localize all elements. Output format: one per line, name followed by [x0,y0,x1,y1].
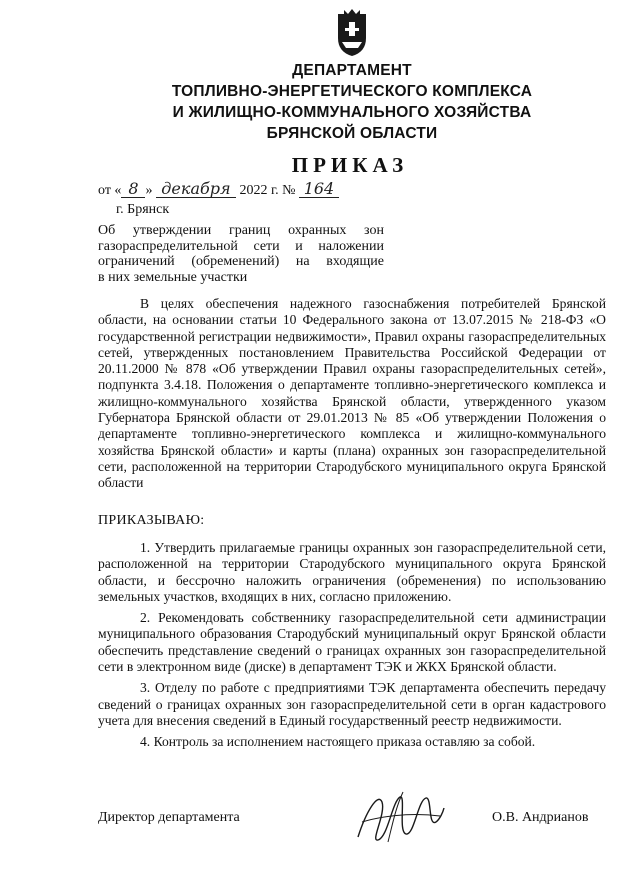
coat-of-arms-icon [330,8,374,58]
order-number: 164 [299,181,339,198]
date-prefix: от « [98,183,122,198]
order-year: 2022 г. [239,183,279,198]
order-title: ПРИКАЗ [291,153,409,177]
handwritten-signature-icon [348,782,448,852]
order-item: 3. Отделу по работе с предприятиями ТЭК департамента обеспечить передачу сведений о границах охранных зон газораспределительной сети в орган кадастрового учета для внесения сведений в Единый государственный реестр недвижимости. [98,680,606,728]
order-item: 2. Рекомендовать собственнику газораспределительной сети администрации муниципального образования Стародубский муниципальный округ Брянской области обеспечить представление сведений о границах охранных зон газораспределительной сети в электронном виде (диске) в департамент ТЭК и ЖКХ Брянской области. [98,610,606,675]
order-items [98,540,606,756]
department-header [120,60,584,144]
subject-line: в них земельные участки [98,269,248,285]
order-directive-word: ПРИКАЗЫВАЮ: [98,513,205,528]
subject-line: газораспределительной сети и наложении [98,238,384,254]
preamble-paragraph: В целях обеспечения надежного газоснабжения потребителей Брянской области, на основании статьи 10 Федерального закона от 13.07.2015 № 218-ФЗ «О государственной регистрации недвижимости», Правил охраны газораспределительных сетей, утвержденных постановлением Правительства Российской Федерации от 20.11.2000 № 878 «Об утверждении Правил охраны газораспределительных сетей», подпункта 3.4.18. Положения о департаменте топливно-энергетического комплекса и жилищно-коммунального хозяйства Брянской области, утвержденного указом Губернатора Брянской области от 29.01.2013 № 85 «Об утверждении Положения о департаменте топливно-энергетического комплекса и жилищно-коммунального хозяйства Брянской области» и карты (плана) охранных зон газораспределительной сети, расположенной на территории Стародубского муниципального округа Брянской области [98,296,606,491]
order-item: 1. Утвердить прилагаемые границы охранных зон газораспределительной сети, расположенной на территории Стародубского муниципального округа Брянской области, и бессрочно наложить ограничения (обременения) по использованию земельных участков, входящих в них, согласно приложению. [98,540,606,604]
order-date-line [98,181,339,199]
department-line: ТОПЛИВНО-ЭНЕРГЕТИЧЕСКОГО КОМПЛЕКСА [171,83,533,100]
subject-line: Об утверждении границ охранных зон [98,223,384,238]
date-mid: » [145,183,153,198]
number-prefix: № [282,183,296,198]
department-line: И ЖИЛИЩНО-КОММУНАЛЬНОГО ХОЗЯЙСТВА [172,104,532,121]
order-month: декабря [156,181,236,198]
order-item: 4. Контроль за исполнением настоящего приказа оставляю за собой. [140,734,536,750]
department-line: ДЕПАРТАМЕНТ [292,62,412,79]
order-day: 8 [121,181,145,198]
signer-name: О.В. Андрианов [492,810,589,825]
signer-position: Директор департамента [98,810,240,825]
order-city: г. Брянск [116,202,170,217]
department-line: БРЯНСКОЙ ОБЛАСТИ [266,125,438,142]
subject-line: ограничений (обременений) на входящие [98,254,384,269]
order-subject [98,223,384,285]
